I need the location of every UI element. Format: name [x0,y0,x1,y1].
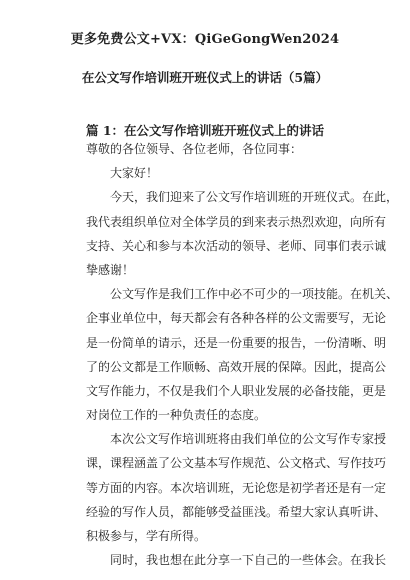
paragraph-line: 经验的写作人员，都能够受益匪浅。希望大家认真听讲、 [86,504,387,519]
paragraph-line: 企事业单位中，每天都会有各种各样的公文需要写，无论 [86,311,387,326]
paragraph-line: 等方面的内容。本次培训班，无论您是初学者还是有一定 [86,480,387,495]
paragraph-line: 是一份简单的请示，还是一份重要的报告，一份清晰、明 [86,335,387,350]
paragraph-line: 我代表组织单位对全体学员的到来表示热烈欢迎，向所有 [86,214,387,229]
paragraph-line: 支持、关心和参与本次活动的领导、老师、同事们表示诚 [86,238,387,253]
greeting-line: 大家好！ [110,166,159,181]
paragraph-line: 公文写作是我们工作中必不可少的一项技能。在机关、 [110,287,399,302]
paragraph-line: 对岗位工作的一种负责任的态度。 [86,408,267,423]
paragraph-line: 本次公文写作培训班将由我们单位的公文写作专家授 [110,432,387,447]
paragraph-line: 文写作能力，不仅是我们个人职业发展的必备技能，更是 [86,383,387,398]
salutation-line: 尊敬的各位领导、各位老师，各位同事： [86,142,303,156]
promo-banner: 更多免费公文+VX：QiGeGongWen2024 [70,32,340,47]
paragraph-line: 积极参与，学有所得。 [86,529,207,543]
section-title: 篇 1：在公文写作培训班开班仪式上的讲话 [85,123,325,138]
paragraph-line: 课，课程涵盖了公文基本写作规范、公文格式、写作技巧 [86,456,387,471]
paragraph-line: 今天，我们迎来了公文写作培训班的开班仪式。在此， [110,190,399,205]
body-text [86,137,399,572]
document-title: 在公文写作培训班开班仪式上的讲话（5篇） [81,70,329,85]
paragraph-line: 了的公文都是工作顺畅、高效开展的保障。因此，提高公 [86,359,387,374]
paragraph-line: 挚感谢！ [86,262,135,277]
paragraph-line: 同时，我也想在此分享一下自己的一些体会。在我长 [110,553,387,568]
